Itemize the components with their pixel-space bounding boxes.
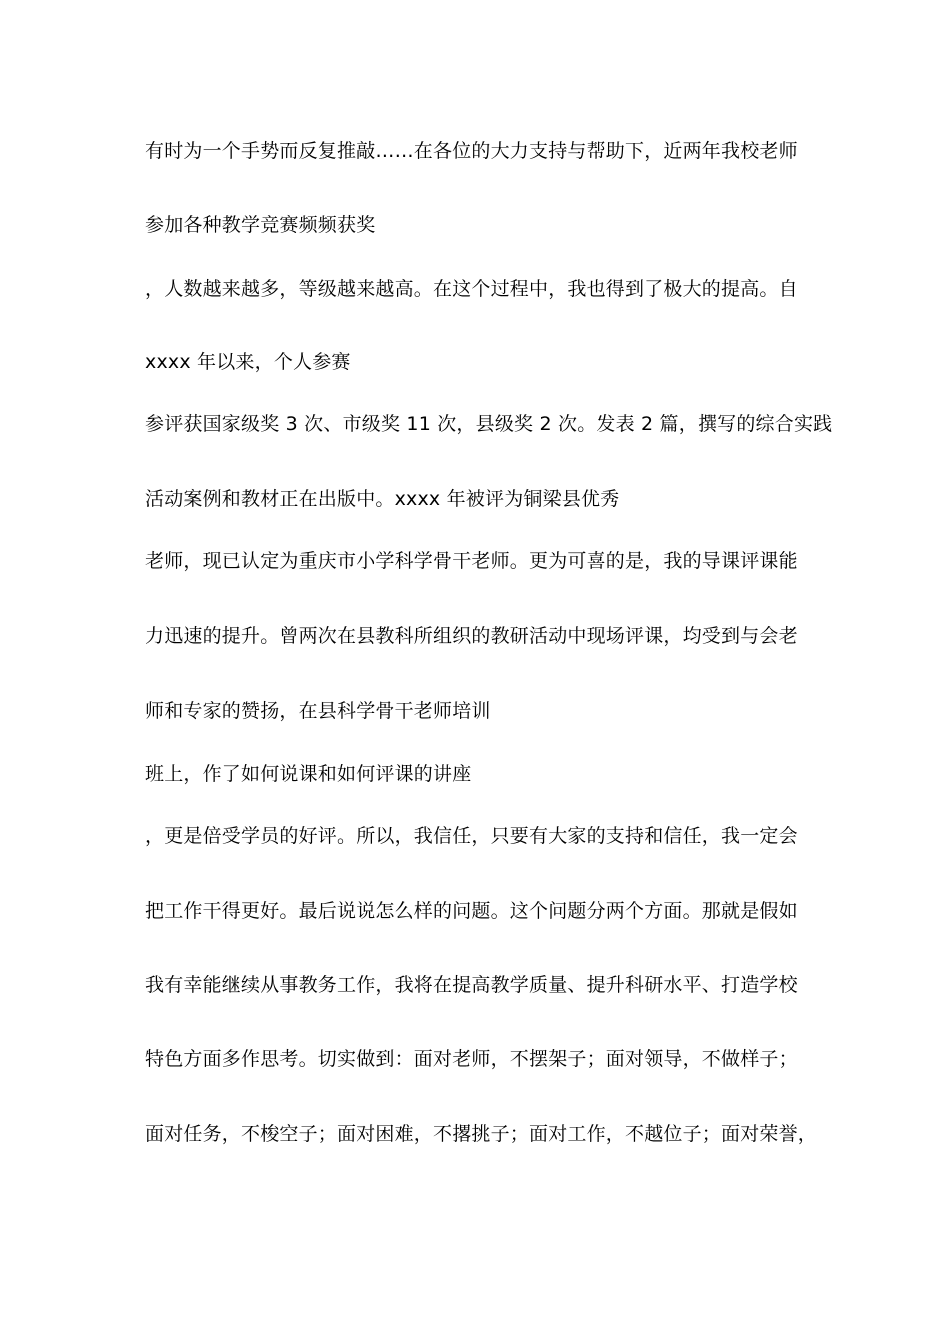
text-line-6: 活动案例和教材正在出版中。xxxx 年被评为铜梁县优秀 (145, 488, 620, 510)
text-line-12: 把工作干得更好。最后说说怎么样的问题。这个问题分两个方面。那就是假如 (145, 900, 798, 922)
text-line-10: 班上，作了如何说课和如何评课的讲座 (145, 763, 472, 785)
text-line-13: 我有幸能继续从事教务工作，我将在提高教学质量、提升科研水平、打造学校 (145, 974, 798, 996)
text-line-3: ，人数越来越多，等级越来越高。在这个过程中，我也得到了极大的提高。自 (145, 278, 798, 300)
text-line-4: xxxx 年以来，个人参赛 (145, 351, 351, 373)
text-line-5: 参评获国家级奖 3 次、市级奖 11 次，县级奖 2 次。发表 2 篇，撰写的综合实践 (145, 413, 833, 435)
text-line-2: 参加各种教学竞赛频频获奖 (145, 214, 376, 236)
text-line-7: 老师，现已认定为重庆市小学科学骨干老师。更为可喜的是，我的导课评课能 (145, 550, 798, 572)
text-line-11: ，更是倍受学员的好评。所以，我信任，只要有大家的支持和信任，我一定会 (145, 825, 798, 847)
text-line-8: 力迅速的提升。曾两次在县教科所组织的教研活动中现场评课，均受到与会老 (145, 625, 798, 647)
text-line-15: 面对任务，不梭空子；面对困难，不撂挑子；面对工作，不越位子；面对荣誉， (145, 1123, 818, 1145)
text-line-14: 特色方面多作思考。切实做到：面对老师，不摆架子；面对领导，不做样子； (145, 1048, 798, 1070)
text-line-1: 有时为一个手势而反复推敲……在各位的大力支持与帮助下，近两年我校老师 (145, 140, 798, 162)
text-line-9: 师和专家的赞扬，在县科学骨干老师培训 (145, 700, 491, 722)
